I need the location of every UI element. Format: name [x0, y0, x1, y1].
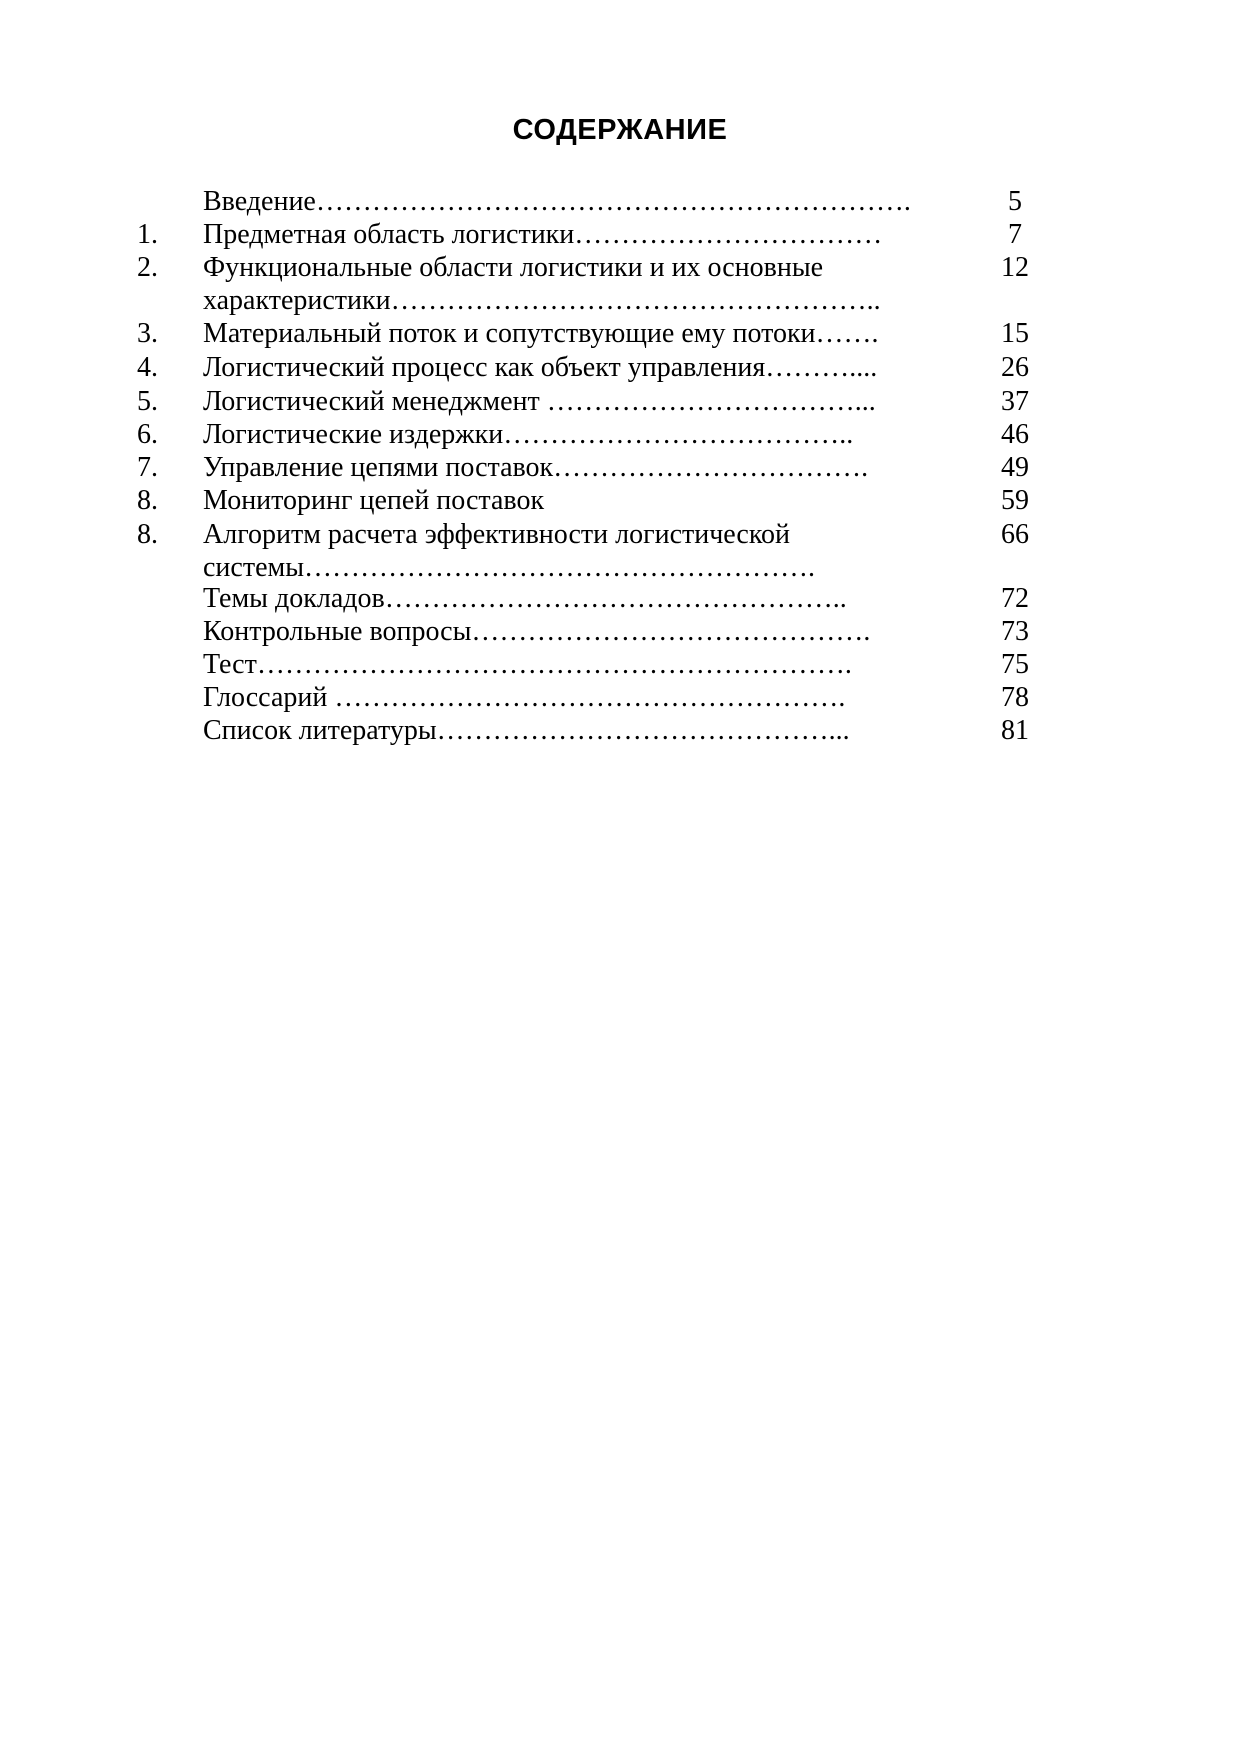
toc-entry-number: 4.	[137, 352, 158, 383]
toc-entry-text: Введение……………………………………………………….	[203, 186, 911, 217]
toc-entry-page-number: 81	[1001, 715, 1029, 746]
toc-entry-page-number: 78	[1001, 682, 1029, 713]
toc-entry-page-number: 37	[1001, 386, 1029, 417]
toc-entry-number: 8.	[137, 485, 158, 516]
toc-entry-number: 3.	[137, 318, 158, 349]
toc-entry-number: 7.	[137, 452, 158, 483]
toc-entry-text: Список литературы……………………………………...	[203, 715, 850, 746]
toc-entry-text: Контрольные вопросы…………………………………….	[203, 616, 871, 647]
toc-entry-text: Логистический менеджмент ……………………………...	[203, 386, 876, 417]
toc-entry-text: Функциональные области логистики и их основные	[203, 252, 824, 283]
toc-entry-page-number: 75	[1001, 649, 1029, 680]
toc-entry-text: характеристики……………………………………………..	[203, 285, 881, 316]
toc-entry-number: 1.	[137, 219, 158, 250]
toc-entry-text: Мониторинг цепей поставок	[203, 485, 545, 516]
toc-entry-page-number: 46	[1001, 419, 1029, 450]
toc-entry-page-number: 72	[1001, 583, 1029, 614]
toc-entry-text: Материальный поток и сопутствующие ему потоки…….	[203, 318, 879, 349]
toc-entry-page-number: 26	[1001, 352, 1029, 383]
toc-entry-page-number: 15	[1001, 318, 1029, 349]
page-title: СОДЕРЖАНИЕ	[512, 114, 728, 146]
toc-entry-number: 5.	[137, 386, 158, 417]
toc-entry-text: Логистические издержки………………………………..	[203, 419, 854, 450]
toc-entry-page-number: 73	[1001, 616, 1029, 647]
toc-entry-page-number: 5	[1008, 186, 1022, 217]
toc-entry-text: Логистический процесс как объект управления………....	[203, 352, 878, 383]
toc-entry-page-number: 12	[1001, 252, 1029, 283]
toc-entry-number: 2.	[137, 252, 158, 283]
toc-entry-page-number: 66	[1001, 519, 1029, 550]
toc-entry-number: 8.	[137, 519, 158, 550]
toc-entry-text: Глоссарий ……………………………………………….	[203, 682, 846, 713]
toc-entry-page-number: 7	[1008, 219, 1022, 250]
toc-entry-text: Тест……………………………………………………….	[203, 649, 852, 680]
toc-entry-text: Управление цепями поставок…………………………….	[203, 452, 869, 483]
toc-entry-text: Алгоритм расчета эффективности логистической	[203, 519, 791, 550]
toc-entry-text: Темы докладов…………………………………………..	[203, 583, 847, 614]
toc-entry-page-number: 59	[1001, 485, 1029, 516]
toc-entry-text: системы……………………………………………….	[203, 552, 816, 583]
toc-entry-page-number: 49	[1001, 452, 1029, 483]
toc-entry-text: Предметная область логистики……………………………	[203, 219, 883, 250]
toc-entry-number: 6.	[137, 419, 158, 450]
